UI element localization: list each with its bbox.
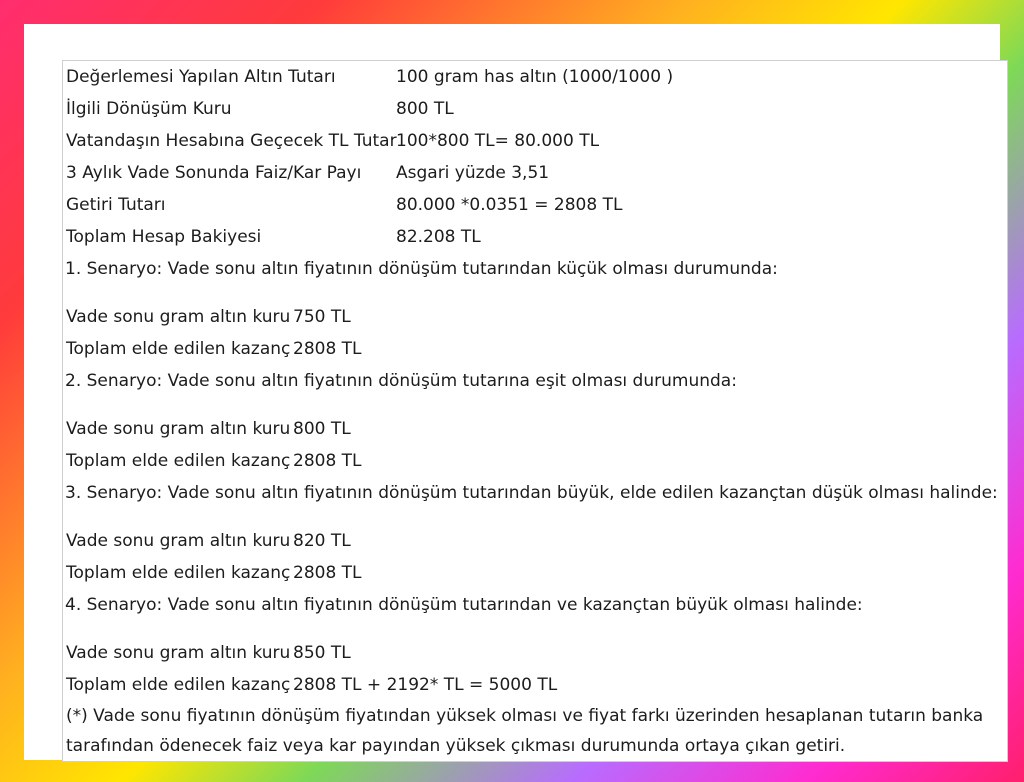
summary-label: Vatandaşın Hesabına Geçecek TL Tutar	[66, 131, 397, 151]
summary-label: Getiri Tutarı	[66, 195, 166, 215]
scenario-2-title: 2. Senaryo: Vade sonu altın fiyatının dönüşüm tutarına eşit olması durumunda:	[65, 371, 737, 391]
scenario-label: Vade sonu gram altın kuru	[66, 531, 291, 551]
scenario-value: 2808 TL + 2192* TL = 5000 TL	[293, 675, 558, 695]
scenario-label: Toplam elde edilen kazanç	[66, 451, 291, 471]
footnote: (*) Vade sonu fiyatının dönüşüm fiyatından yüksek olması ve fiyat farkı üzerinden hesaplanan tutarın banka tarafından ödenecek faiz veya kar payından yüksek çıkması durumunda ortaya çıkan getiri.	[66, 706, 984, 756]
scenario-label: Vade sonu gram altın kuru	[66, 307, 291, 327]
scenario-value: 2808 TL	[293, 451, 362, 471]
summary-value: 82.208 TL	[396, 227, 481, 247]
scenario-value: 2808 TL	[293, 563, 362, 583]
scenario-label: Toplam elde edilen kazanç	[66, 675, 291, 695]
scenario-3-title: 3. Senaryo: Vade sonu altın fiyatının dönüşüm tutarından büyük, elde edilen kazançtan düşük olması halinde:	[65, 483, 998, 503]
summary-value: 800 TL	[396, 99, 454, 119]
document-panel	[62, 60, 1008, 762]
scenario-value: 820 TL	[293, 531, 351, 551]
scenario-label: Toplam elde edilen kazanç	[66, 339, 291, 359]
scenario-value: 750 TL	[293, 307, 351, 327]
summary-label: 3 Aylık Vade Sonunda Faiz/Kar Payı	[66, 163, 362, 183]
white-frame	[24, 24, 1000, 760]
scenario-value: 2808 TL	[293, 339, 362, 359]
scenario-1-title: 1. Senaryo: Vade sonu altın fiyatının dönüşüm tutarından küçük olması durumunda:	[65, 259, 778, 279]
scenario-label: Vade sonu gram altın kuru	[66, 643, 291, 663]
scenario-label: Toplam elde edilen kazanç	[66, 563, 291, 583]
summary-label: Toplam Hesap Bakiyesi	[66, 227, 262, 247]
scenario-value: 800 TL	[293, 419, 351, 439]
summary-value: 80.000 *0.0351 = 2808 TL	[396, 195, 623, 215]
summary-label: Değerlemesi Yapılan Altın Tutarı	[66, 67, 336, 87]
summary-value: Asgari yüzde 3,51	[396, 163, 550, 183]
summary-value: 100*800 TL= 80.000 TL	[396, 131, 600, 151]
summary-label: İlgili Dönüşüm Kuru	[66, 99, 232, 119]
scenario-4-title: 4. Senaryo: Vade sonu altın fiyatının dönüşüm tutarından ve kazançtan büyük olması halinde:	[65, 595, 863, 615]
scenario-label: Vade sonu gram altın kuru	[66, 419, 291, 439]
summary-value: 100 gram has altın (1000/1000 )	[396, 67, 674, 87]
scenario-value: 850 TL	[293, 643, 351, 663]
